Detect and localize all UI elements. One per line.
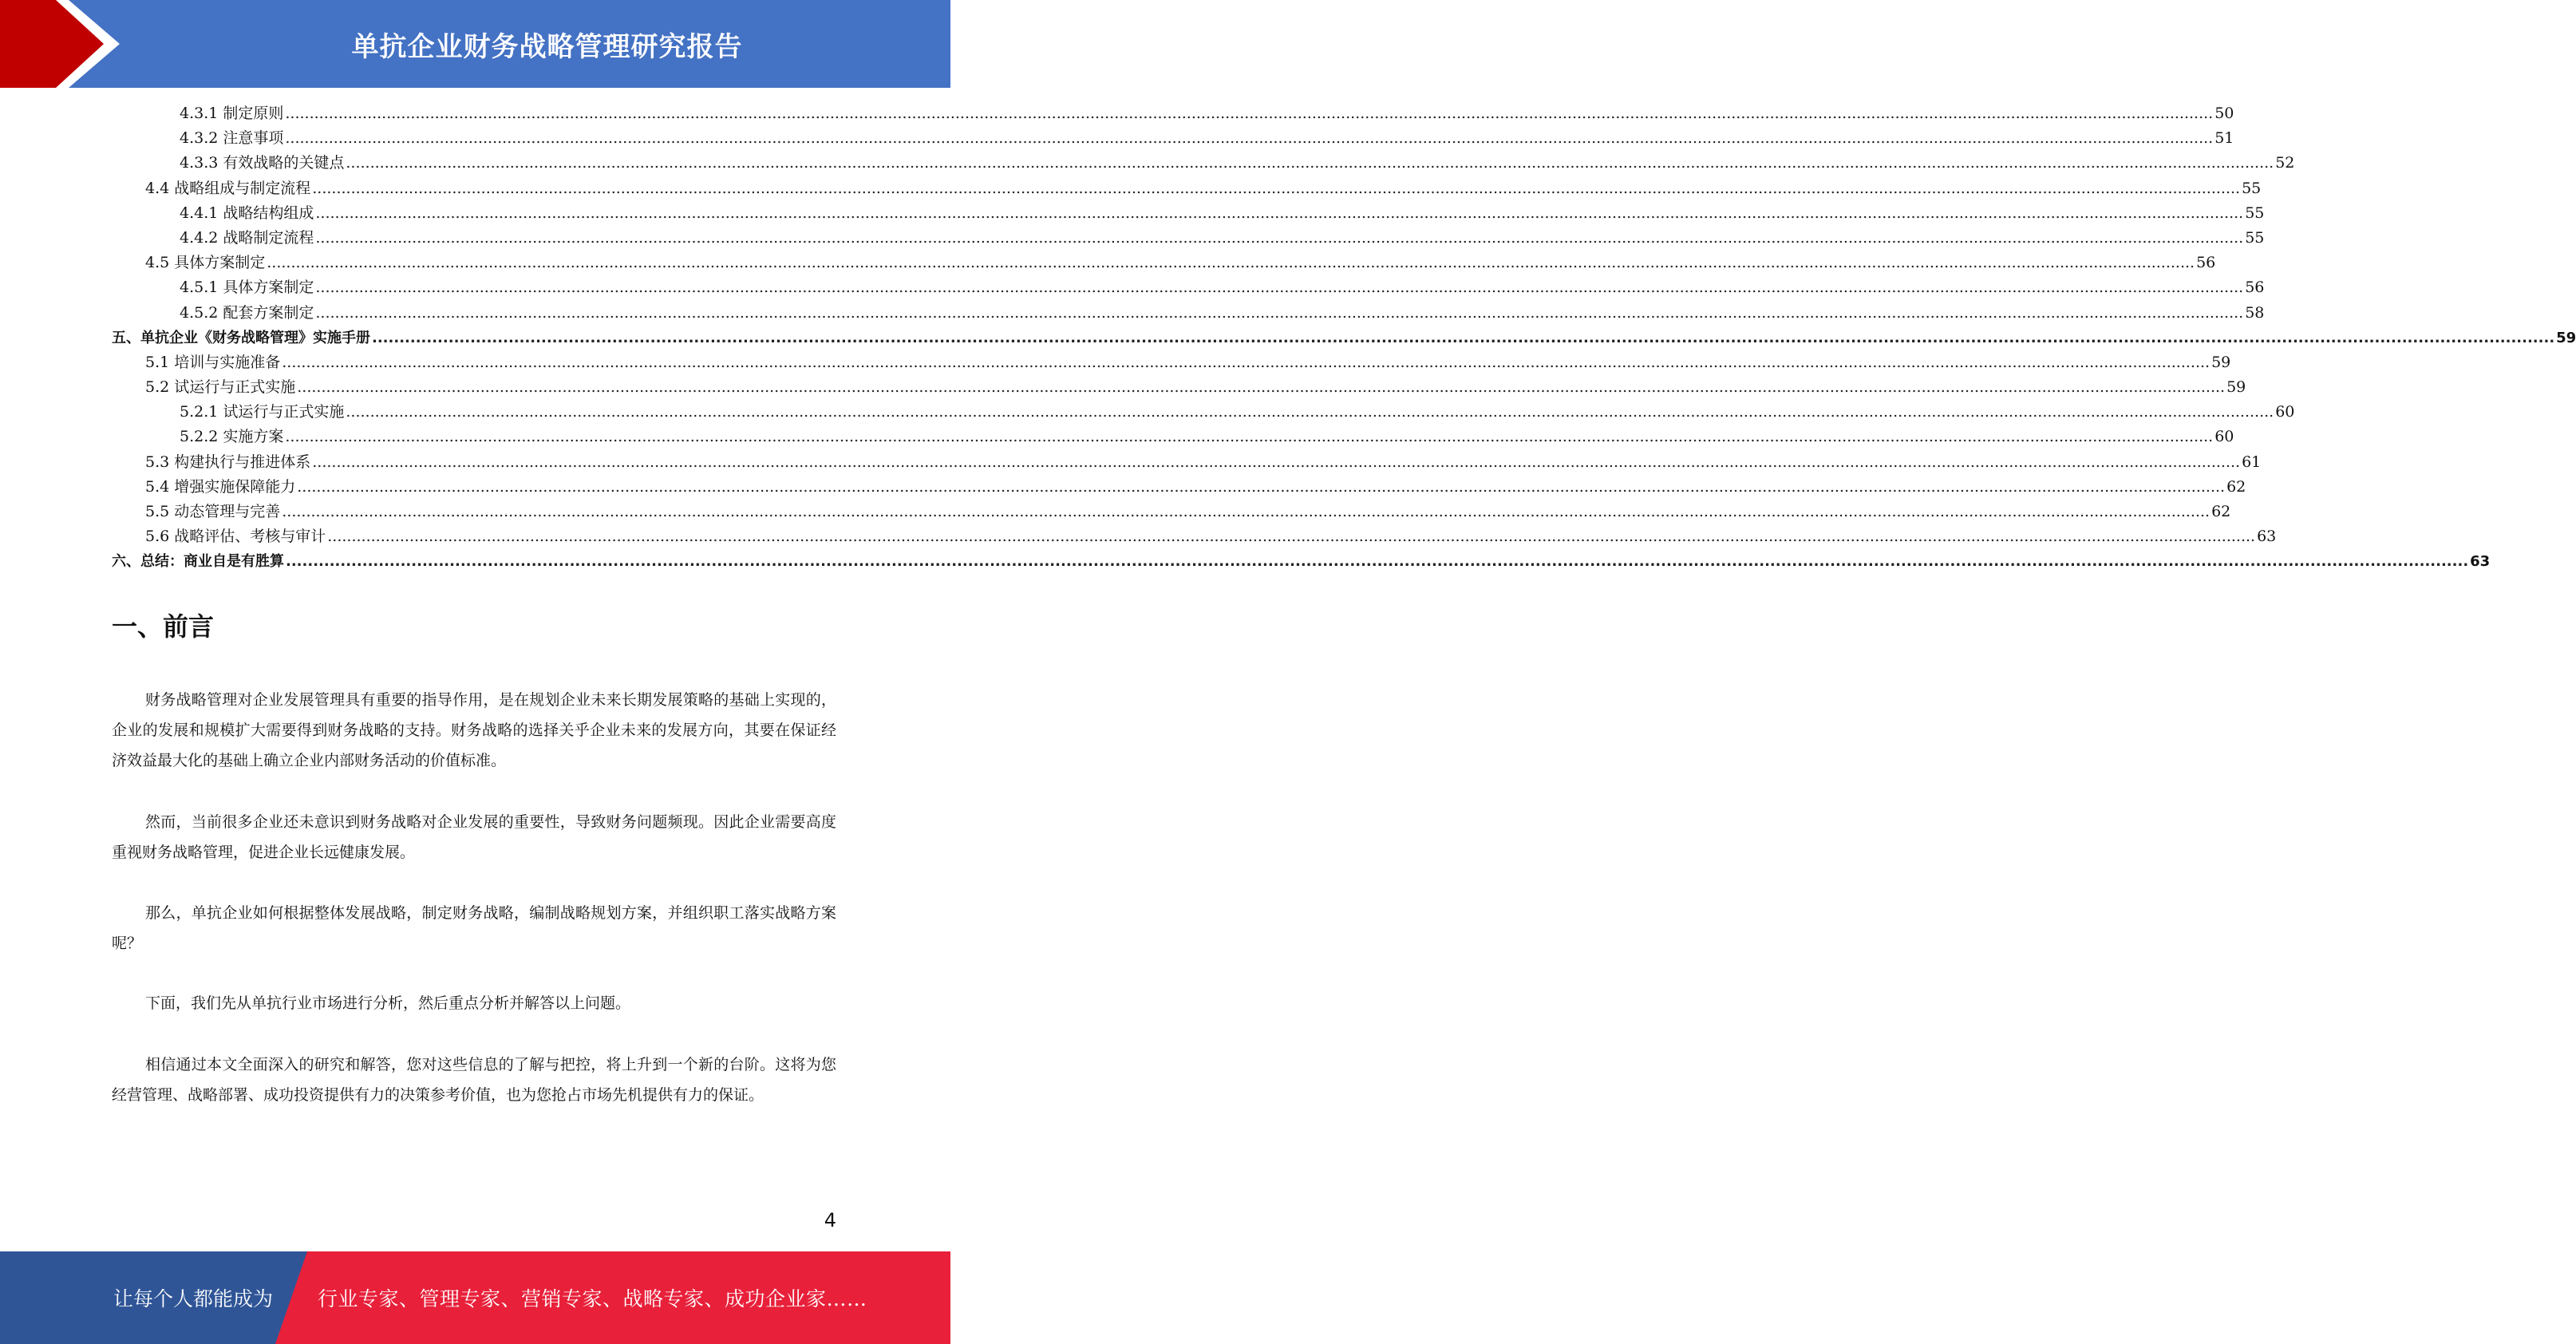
toc-entry-label: 4.4.1 战略结构组成 [180,204,314,222]
body-paragraph: 财务战略管理对企业发展管理具有重要的指导作用，是在规划企业未来长期发展策略的基础上实现的，企业的发展和规模扩大需要得到财务战略的支持。财务战略的选择关乎企业未来的发展方向，其要在保证经济效益最大化的基础上确立企业内部财务活动的价值标准。 [112,691,836,769]
toc-entry-page: 56 [2196,254,2216,272]
toc-entry[interactable] [112,301,2265,326]
toc-entry[interactable] [112,151,2295,176]
report-title: 单抗企业财务战略管理研究报告 [351,30,743,63]
toc-dot-leader: ................................................................................................................................................................................................................................................................................................................................................................................................................ [315,228,2244,247]
toc-entry-label: 5.5 动态管理与完善 [145,503,281,520]
toc-entry-label: 5.6 战略评估、考核与审计 [145,528,326,546]
toc-entry[interactable] [112,475,2246,500]
footer-slogan-left: 让每个人都能成为 [113,1287,274,1310]
toc-entry-label: 5.1 培训与实施准备 [145,353,281,371]
toc-entry-page: 60 [2214,428,2234,446]
toc-entry-page: 63 [2257,528,2277,546]
toc-entry-page: 58 [2245,303,2265,322]
toc-entry-label: 5.3 构建执行与推进体系 [145,453,311,471]
toc-entry-label: 4.3.2 注意事项 [180,129,284,148]
toc-entry[interactable] [112,226,2265,251]
toc-dot-leader: ................................................................................................................................................................................................................................................................................................................................................................................................................ [297,477,2226,496]
toc-dot-leader: ................................................................................................................................................................................................................................................................................................................................................................................................................ [312,453,2241,471]
toc-entry-page: 59 [2226,378,2246,397]
toc-entry-label: 5.2.2 实施方案 [180,428,284,446]
toc-entry-page: 52 [2275,154,2295,172]
toc-entry-label: 4.5.1 具体方案制定 [180,279,314,297]
toc-entry-page: 55 [2245,204,2265,222]
toc-dot-leader: ................................................................................................................................................................................................................................................................................................................................................................................................................ [346,154,2274,172]
toc-entry-page: 59 [2556,329,2576,346]
toc-dot-leader: ................................................................................................................................................................................................................................................................................................................................................................................................................ [315,279,2244,297]
toc-entry-page: 55 [2245,228,2265,247]
toc-dot-leader: ................................................................................................................................................................................................................................................................................................................................................................................................................ [282,353,2211,371]
toc-entry-label: 4.4 战略组成与制定流程 [145,179,311,197]
toc-entry-label: 4.4.2 战略制定流程 [180,228,314,247]
toc-entry-page: 59 [2211,353,2231,371]
toc-entry[interactable] [112,549,2491,574]
toc-dot-leader: ................................................................................................................................................................................................................................................................................................................................................................................................................ [346,403,2274,421]
toc-entry[interactable] [112,275,2265,300]
section-heading: 一、前言 [112,611,215,642]
toc-entry-label: 5.4 增强实施保障能力 [145,477,296,496]
page-footer [0,1251,950,1344]
body-paragraph: 然而，当前很多企业还未意识到财务战略对企业发展的重要性，导致财务问题频现。因此企业需要高度重视财务战略管理，促进企业长远健康发展。 [112,813,836,861]
toc-entry[interactable] [112,450,2262,475]
toc-entry-page: 62 [2226,477,2246,496]
toc-entry-page: 55 [2242,179,2262,197]
toc-dot-leader: ................................................................................................................................................................................................................................................................................................................................................................................................................ [286,553,2469,571]
toc-entry[interactable] [112,500,2231,524]
body-paragraph: 相信通过本文全面深入的研究和解答，您对这些信息的了解与把控，将上升到一个新的台阶。这将为您经营管理、战略部署、成功投资提供有力的决策参考价值，也为您抢占市场先机提供有力的保证。 [112,1056,836,1104]
toc-entry-label: 4.3.3 有效战略的关键点 [180,154,345,172]
toc-entry[interactable] [112,176,2262,201]
toc-entry[interactable] [112,201,2265,226]
toc-entry-page: 63 [2470,553,2491,571]
toc-dot-leader: ................................................................................................................................................................................................................................................................................................................................................................................................................ [282,503,2211,520]
toc-entry[interactable] [112,350,2231,375]
toc-dot-leader: ................................................................................................................................................................................................................................................................................................................................................................................................................ [315,303,2244,322]
toc-entry[interactable] [112,251,2216,275]
toc-entry[interactable] [112,126,2234,151]
toc-dot-leader: ................................................................................................................................................................................................................................................................................................................................................................................................................ [312,179,2241,197]
toc-entry-page: 61 [2242,453,2262,471]
toc-entry[interactable] [112,326,2576,350]
toc-entry-page: 56 [2245,279,2265,297]
toc-dot-leader: ................................................................................................................................................................................................................................................................................................................................................................................................................ [315,204,2244,222]
toc-entry-page: 62 [2211,503,2231,520]
toc-entry-label: 六、总结：商业自是有胜算 [112,553,284,571]
page-header [0,0,950,88]
footer-slogan-right: 行业专家、管理专家、营销专家、战略专家、成功企业家…… [318,1287,867,1310]
toc-dot-leader: ................................................................................................................................................................................................................................................................................................................................................................................................................ [285,428,2214,446]
toc-dot-leader: ................................................................................................................................................................................................................................................................................................................................................................................................................ [327,528,2256,546]
toc-dot-leader: ................................................................................................................................................................................................................................................................................................................................................................................................................ [372,329,2555,346]
toc-entry[interactable] [112,101,2234,126]
toc-entry-page: 60 [2275,403,2295,421]
toc-entry[interactable] [112,524,2277,549]
toc-entry-label: 4.5 具体方案制定 [145,254,266,272]
toc-entry[interactable] [112,400,2295,425]
page-number: 4 [824,1209,836,1231]
toc-entry-page: 51 [2214,129,2234,148]
table-of-contents [112,101,2576,575]
toc-entry-page: 50 [2214,105,2234,122]
toc-entry[interactable] [112,425,2234,449]
toc-entry[interactable] [112,375,2246,400]
toc-dot-leader: ................................................................................................................................................................................................................................................................................................................................................................................................................ [285,105,2214,122]
toc-dot-leader: ................................................................................................................................................................................................................................................................................................................................................................................................................ [285,129,2214,148]
toc-entry-label: 4.5.2 配套方案制定 [180,303,314,322]
toc-dot-leader: ................................................................................................................................................................................................................................................................................................................................................................................................................ [267,254,2195,272]
toc-entry-label: 4.3.1 制定原则 [180,105,284,122]
toc-entry-label: 5.2.1 试运行与正式实施 [180,403,345,421]
body-paragraph: 那么，单抗企业如何根据整体发展战略，制定财务战略，编制战略规划方案，并组织职工落实战略方案呢？ [112,904,836,952]
toc-dot-leader: ................................................................................................................................................................................................................................................................................................................................................................................................................ [297,378,2226,397]
toc-entry-label: 五、单抗企业《财务战略管理》实施手册 [112,329,370,346]
body-paragraph: 下面，我们先从单抗行业市场进行分析，然后重点分析并解答以上问题。 [145,994,631,1012]
toc-entry-label: 5.2 试运行与正式实施 [145,378,296,397]
